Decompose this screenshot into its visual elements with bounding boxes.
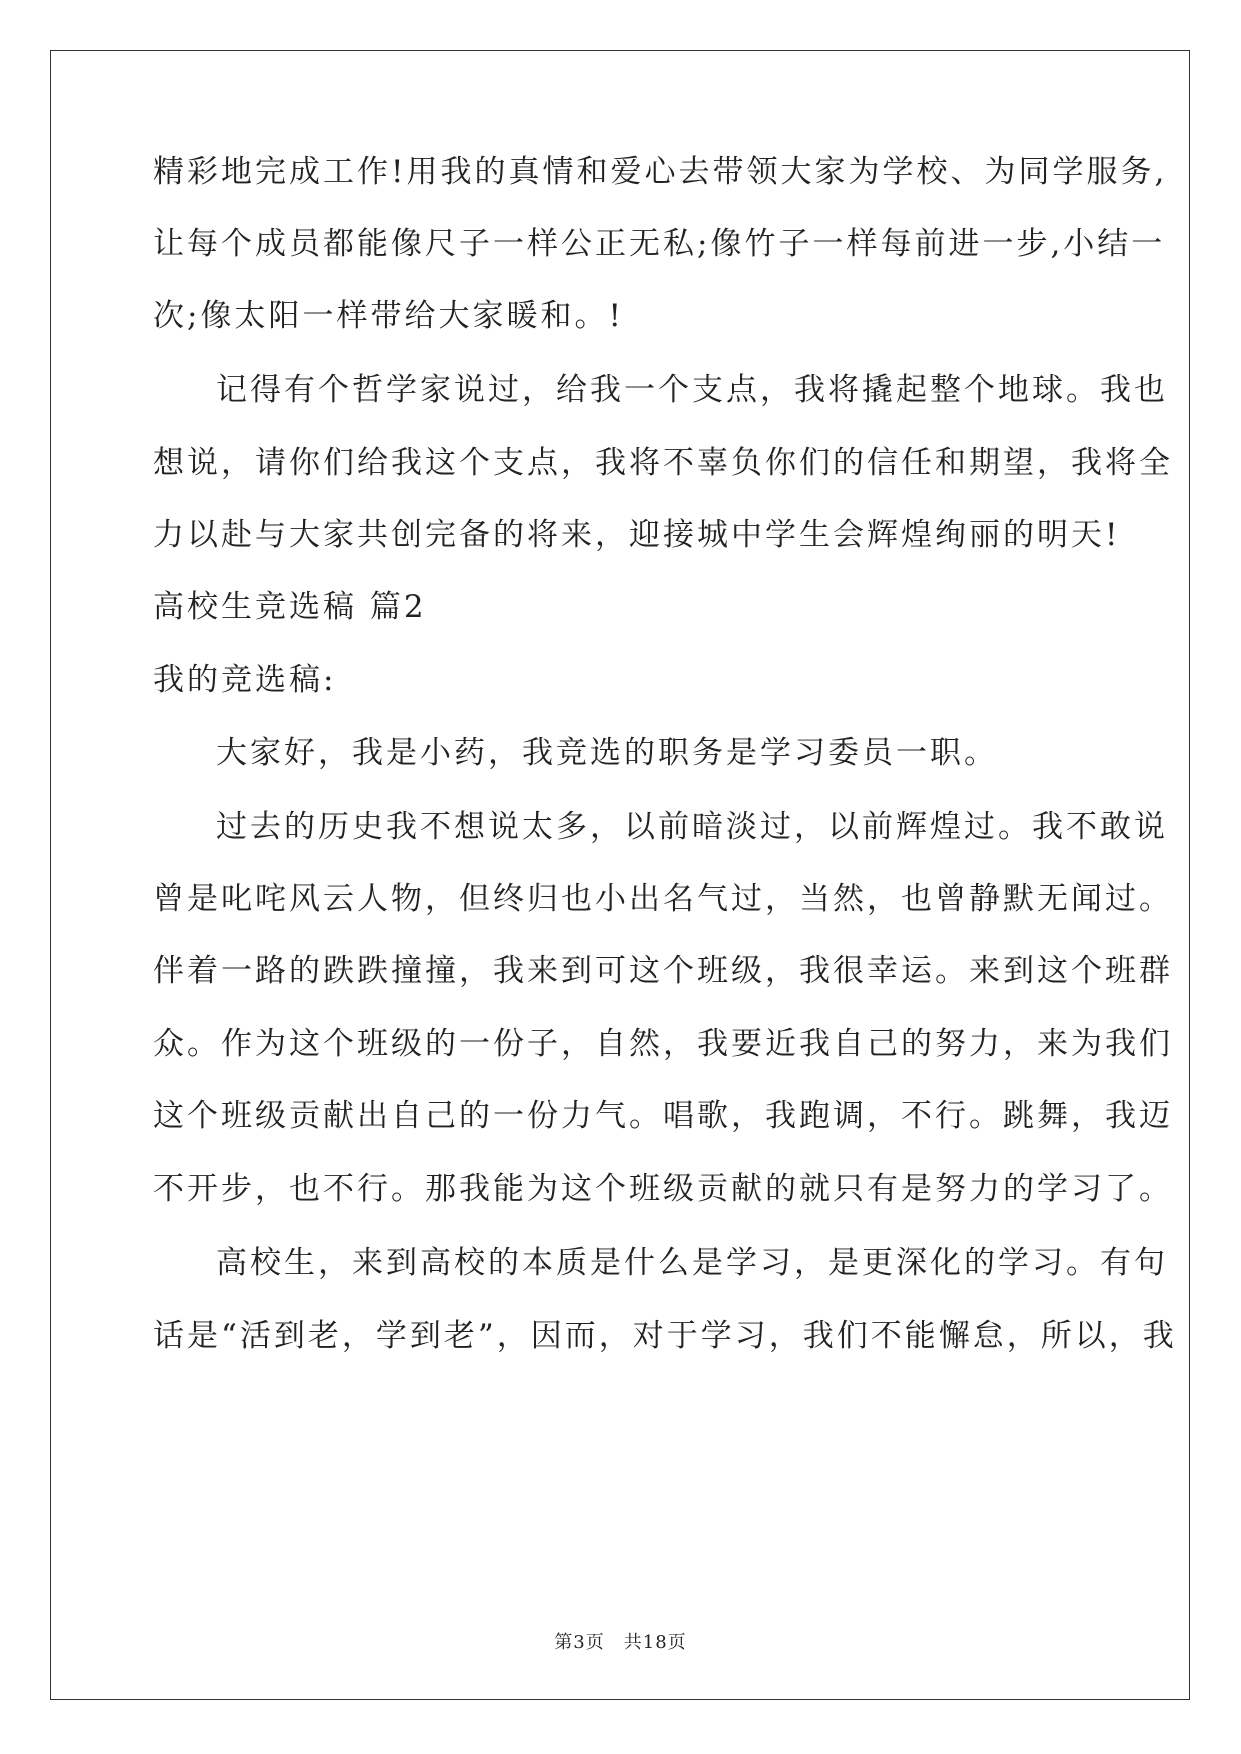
body-line: 让每个成员都能像尺子一样公正无私;像竹子一样每前进一步,小结一 [153, 226, 1166, 262]
body-line: 过去的历史我不想说太多，以前暗淡过，以前辉煌过。我不敢说 [216, 809, 1168, 845]
page-number: 第3页 共18页 [554, 1632, 687, 1653]
body-line: 高校生，来到高校的本质是什么是学习，是更深化的学习。有句 [216, 1245, 1168, 1281]
body-line: 话是“活到老，学到老”，因而，对于学习，我们不能懈怠，所以，我 [153, 1318, 1177, 1354]
body-line: 想说，请你们给我这个支点，我将不辜负你们的信任和期望，我将全 [153, 445, 1173, 481]
body-line: 曾是叱咤风云人物，但终归也小出名气过，当然，也曾静默无闻过。 [153, 881, 1173, 917]
body-line: 精彩地完成工作!用我的真情和爱心去带领大家为学校、为同学服务, [153, 154, 1168, 190]
body-line: 伴着一路的跌跌撞撞，我来到可这个班级，我很幸运。来到这个班群 [153, 953, 1173, 989]
body-line: 不开步，也不行。那我能为这个班级贡献的就只有是努力的学习了。 [153, 1171, 1173, 1207]
body-line: 记得有个哲学家说过，给我一个支点，我将撬起整个地球。我也 [216, 372, 1168, 408]
body-line: 众。作为这个班级的一份子，自然，我要近我自己的努力，来为我们 [153, 1026, 1173, 1062]
body-line: 次;像太阳一样带给大家暖和。! [153, 298, 624, 334]
body-line: 我的竞选稿: [153, 662, 337, 698]
section-heading: 高校生竞选稿 篇2 [153, 589, 427, 625]
body-line: 这个班级贡献出自己的一份力气。唱歌，我跑调，不行。跳舞，我迈 [153, 1098, 1173, 1134]
body-line: 力以赴与大家共创完备的将来，迎接城中学生会辉煌绚丽的明天! [153, 517, 1121, 553]
body-line: 大家好，我是小药，我竞选的职务是学习委员一职。 [216, 735, 998, 771]
